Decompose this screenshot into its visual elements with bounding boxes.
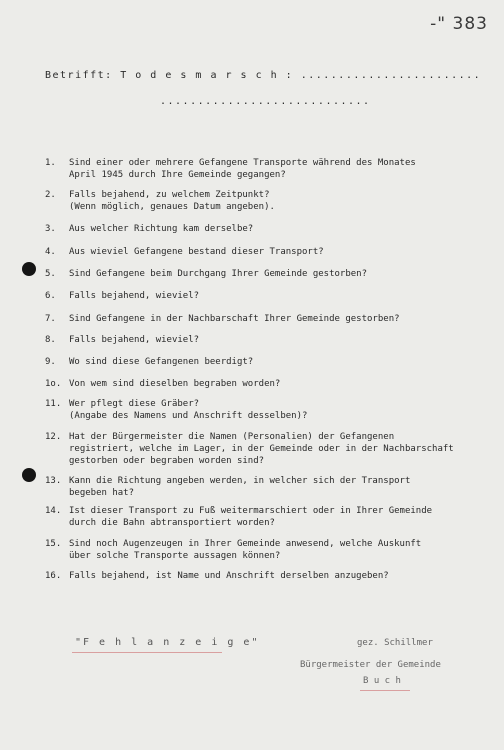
question-text: Sind noch Augenzeugen in Ihrer Gemeinde anwesend, welche Auskunft über solche Transporte aussagen können? xyxy=(69,539,422,561)
question-number: 5. xyxy=(45,269,56,279)
question-text: Ist dieser Transport zu Fuß weitermarschiert oder in Ihrer Gemeinde durch die Bahn abtransportiert worden? xyxy=(69,506,433,528)
question-text: Wo sind diese Gefangenen beerdigt? xyxy=(69,357,254,367)
question-number: 12. xyxy=(45,432,62,442)
question-number: 14. xyxy=(45,506,62,516)
question-item xyxy=(45,505,500,529)
question-text: Falls bejahend, wieviel? xyxy=(69,335,200,345)
punch-hole xyxy=(22,468,36,482)
question-item xyxy=(45,378,500,390)
question-number: 1. xyxy=(45,158,56,168)
subject-line: Betrifft: T o d e s m a r s c h : ........................ xyxy=(45,70,482,81)
question-number: 16. xyxy=(45,571,62,581)
question-item xyxy=(45,538,500,562)
question-item xyxy=(45,290,500,302)
question-item xyxy=(45,268,500,280)
question-text: Kann die Richtung angeben werden, in welcher sich der Transport begeben hat? xyxy=(69,476,411,498)
question-number: 7. xyxy=(45,314,56,324)
question-item xyxy=(45,189,500,213)
red-underline xyxy=(72,652,222,653)
question-item xyxy=(45,475,500,499)
question-number: 9. xyxy=(45,357,56,367)
question-item xyxy=(45,356,500,368)
signature-name: gez. Schillmer xyxy=(357,638,433,648)
question-item xyxy=(45,157,500,181)
question-text: Sind einer oder mehrere Gefangene Transporte während des Monates April 1945 durch Ihre Gemeinde gegangen? xyxy=(69,158,416,180)
page-number-value: 383 xyxy=(452,14,488,34)
question-item xyxy=(45,334,500,346)
question-item xyxy=(45,398,500,422)
subject-dotted-line: ............................ xyxy=(160,96,371,107)
page-number xyxy=(430,14,488,34)
question-number: 2. xyxy=(45,190,56,200)
red-underline xyxy=(360,690,410,691)
signature-title: Bürgermeister der Gemeinde xyxy=(300,660,441,670)
fehlanzeige-note: "F e h l a n z e i g e" xyxy=(75,637,260,648)
question-number: 8. xyxy=(45,335,56,345)
question-text: Sind Gefangene beim Durchgang Ihrer Gemeinde gestorben? xyxy=(69,269,368,279)
question-number: 1o. xyxy=(45,379,62,389)
page-mark: -" xyxy=(430,14,447,34)
question-text: Aus welcher Richtung kam derselbe? xyxy=(69,224,254,234)
question-text: Von wem sind dieselben begraben worden? xyxy=(69,379,281,389)
question-text: Aus wieviel Gefangene bestand dieser Transport? xyxy=(69,247,324,257)
question-text: Falls bejahend, ist Name und Anschrift derselben anzugeben? xyxy=(69,571,389,581)
question-item xyxy=(45,570,500,582)
question-number: 15. xyxy=(45,539,62,549)
question-text: Hat der Bürgermeister die Namen (Personalien) der Gefangenen registriert, welche im Lager, in der Gemeinde oder in der Nachbarschaft gestorben oder begraben worden sind? xyxy=(69,432,454,466)
question-text: Wer pflegt diese Gräber? (Angabe des Namens und Anschrift desselben)? xyxy=(69,399,308,421)
question-item xyxy=(45,223,500,235)
question-item xyxy=(45,246,500,258)
question-number: 11. xyxy=(45,399,62,409)
question-number: 6. xyxy=(45,291,56,301)
question-text: Falls bejahend, wieviel? xyxy=(69,291,200,301)
question-item xyxy=(45,431,500,467)
question-text: Sind Gefangene in der Nachbarschaft Ihrer Gemeinde gestorben? xyxy=(69,314,400,324)
question-text: Falls bejahend, zu welchem Zeitpunkt? (Wenn möglich, genaues Datum angeben). xyxy=(69,190,275,212)
signature-place: B u c h xyxy=(363,676,401,686)
question-number: 4. xyxy=(45,247,56,257)
question-number: 13. xyxy=(45,476,62,486)
question-item xyxy=(45,313,500,325)
punch-hole xyxy=(22,262,36,276)
question-number: 3. xyxy=(45,224,56,234)
